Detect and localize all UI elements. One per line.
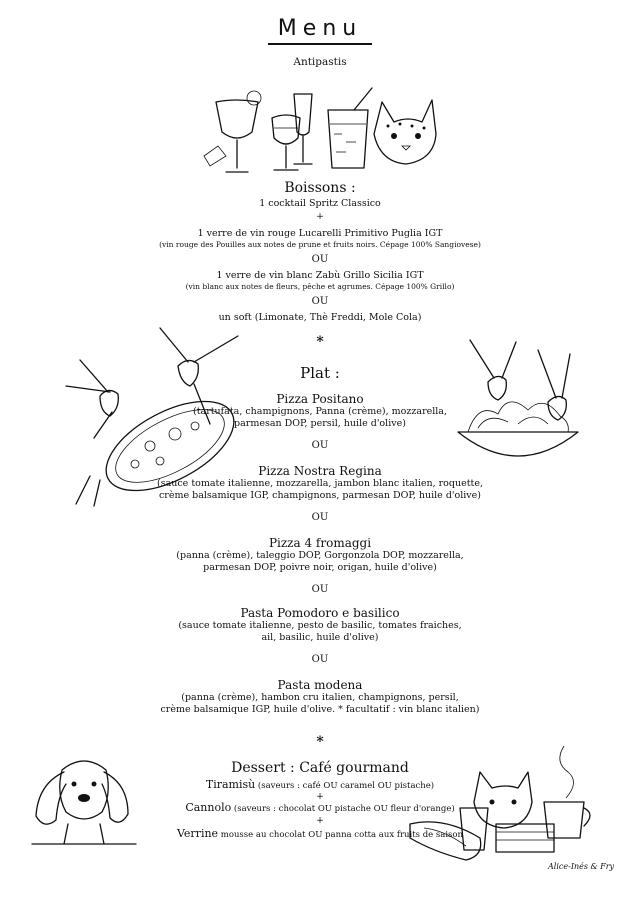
dish-name: Pizza Positano — [276, 392, 364, 406]
antipasti-heading: Antipastis — [293, 56, 347, 68]
dish-description: crème balsamique IGP, huile d'olive. * facultatif : vin blanc italien) — [160, 704, 480, 715]
plus-separator: + — [316, 816, 324, 826]
dessert-verrine-name: Verrine — [176, 827, 219, 840]
boissons-heading: Boissons : — [284, 180, 356, 196]
dish-description: (panna (crème), hambon cru italien, champignons, persil, — [181, 692, 459, 703]
artist-signature: Alice-Inés & Fry — [548, 862, 615, 871]
drinks-illustration — [196, 84, 446, 184]
dish-description: crème balsamique IGP, champignons, parmesan DOP, huile d'olive) — [158, 490, 482, 501]
plat-heading: Plat : — [300, 364, 340, 382]
or-separator: OU — [311, 584, 329, 595]
plus-separator: + — [316, 792, 324, 802]
dish-description: parmesan DOP, persil, huile d'olive) — [234, 418, 406, 429]
dish-description: (tartufata, champignons, Panna (crème), mozzarella, — [193, 406, 447, 417]
or-separator: OU — [311, 296, 329, 307]
dessert-tiramisu-desc: (saveurs : café OU caramel OU pistache) — [255, 781, 435, 791]
drink-soft: un soft (Limonate, Thè Freddi, Mole Cola) — [218, 312, 422, 323]
plus-separator: + — [316, 212, 324, 222]
desserts-cat-illustration — [404, 742, 600, 872]
drink-white-wine: 1 verre de vin blanc Zabù Grillo Sicilia IGT — [216, 270, 424, 281]
or-separator: OU — [311, 654, 329, 665]
section-star: * — [316, 734, 324, 750]
or-separator: OU — [311, 512, 329, 523]
section-star: * — [316, 334, 324, 350]
drink-white-wine-description: (vin blanc aux notes de fleurs, pêche et agrumes. Cépage 100% Grillo) — [185, 282, 455, 291]
dish-description: (sauce tomate italienne, pesto de basilic, tomates fraiches, — [178, 620, 462, 631]
dessert-cannolo-desc: (saveurs : chocolat OU pistache OU fleur d'orange) — [231, 804, 455, 814]
menu-title: Menu — [277, 16, 363, 41]
dessert-verrine-desc: mousse au chocolat OU panna cotta aux fruits de saison — [218, 830, 463, 840]
drink-red-wine-description: (vin rouge des Pouilles aux notes de prune et fruits noirs. Cépage 100% Sangiovese) — [159, 240, 481, 249]
dish-name: Pasta Pomodoro e basilico — [240, 606, 400, 620]
dish-name: Pizza 4 fromaggi — [268, 536, 372, 550]
drink-cocktail: 1 cocktail Spritz Classico — [259, 198, 381, 209]
dessert-cannolo-name: Cannolo — [185, 801, 232, 814]
or-separator: OU — [311, 440, 329, 451]
title-underline — [268, 43, 372, 45]
dish-description: ail, basilic, huile d'olive) — [261, 632, 379, 643]
dessert-tiramisu-name: Tiramisù — [205, 778, 256, 791]
dog-illustration — [28, 740, 138, 850]
dish-name: Pasta modena — [277, 678, 363, 692]
dessert-heading: Dessert : Café gourmand — [231, 760, 409, 776]
drink-red-wine: 1 verre de vin rouge Lucarelli Primitivo Puglia IGT — [197, 228, 443, 239]
dish-description: (panna (crème), taleggio DOP, Gorgonzola DOP, mozzarella, — [176, 550, 464, 561]
dish-description: (sauce tomate italienne, mozzarella, jambon blanc italien, roquette, — [157, 478, 483, 489]
or-separator: OU — [311, 254, 329, 265]
dish-description: parmesan DOP, poivre noir, origan, huile d'olive) — [203, 562, 437, 573]
dish-name: Pizza Nostra Regina — [258, 464, 382, 478]
